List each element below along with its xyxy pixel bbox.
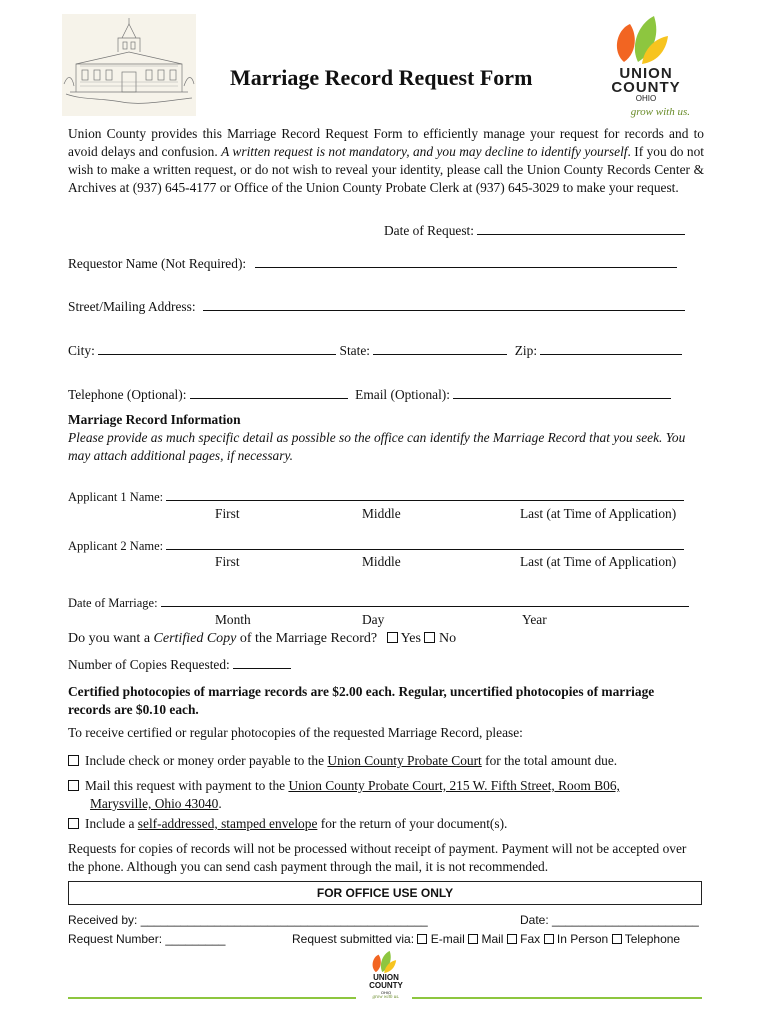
in-person-checkbox[interactable] [544,934,554,944]
marriage-info-instructions: Please provide as much specific detail as possible so the office can identify the Marriage Record that you seek. You may attach additional pages, if necessary. [68,430,686,463]
street-field[interactable] [203,298,685,311]
page-title: Marriage Record Request Form [230,65,533,90]
union-county-logo [598,14,694,124]
checklist-item-3: Include a self-addressed, stamped envelope for the return of your document(s). [68,815,507,833]
yes-checkbox[interactable] [387,632,398,643]
footer-logo-county: COUNTY [369,981,403,990]
applicant-1-field[interactable] [166,490,684,501]
date-of-request-field[interactable] [477,222,685,235]
logo-tagline: grow with us. [630,106,690,118]
checklist-checkbox-2[interactable] [68,780,79,791]
requestor-name-row: Requestor Name (Not Required): [68,255,677,273]
office-date-row: Date: ______________________ [520,913,699,927]
fax-checkbox[interactable] [507,934,517,944]
footer-line-right [412,997,702,999]
submitted-via-row: Request submitted via: E-mail Mail Fax In Person Telephone [292,932,681,946]
applicant-2-first: First [215,554,240,569]
telephone-field[interactable] [190,386,348,399]
courthouse-sketch [62,14,196,116]
footer-leaf-icon [362,950,410,974]
city-row: City: State: Zip: [68,342,682,360]
marriage-info-heading: Marriage Record Information [68,412,241,427]
applicant-1-last: Last (at Time of Application) [520,506,677,521]
applicant-1-middle: Middle [362,506,401,521]
applicant-1-first: First [215,506,240,521]
no-checkbox[interactable] [424,632,435,643]
date-of-marriage-row: Date of Marriage: [68,595,689,611]
copies-field[interactable] [233,656,291,669]
request-number-row: Request Number: _________ [68,932,226,946]
checklist-item-1: Include check or money order payable to the Union County Probate Court for the total amount due. [68,752,617,770]
email-checkbox[interactable] [417,934,427,944]
checklist-item-2-cont: Marysville, Ohio 43040. [90,796,222,811]
checklist-checkbox-3[interactable] [68,818,79,829]
date-of-marriage-field[interactable] [161,596,689,607]
date-of-request-row: Date of Request: [384,222,685,240]
requestor-name-field[interactable] [255,255,677,268]
zip-field[interactable] [540,342,682,355]
pricing-note: Certified photocopies of marriage records are $2.00 each. Regular, uncertified photocopies of marriage records are $0.10 each. [68,684,655,717]
intro-paragraph: Union County provides this Marriage Record Request Form to efficiently manage your request for records and to avoid delays and confusion. A written request is not mandatory, and you may decline to identify yourself. If you do not wish to make a written request, or do not wish to reveal your identity, please call the Union County Records Center & Archives at (937) 645-4177 or Office of the Union County Probate Clerk at (937) 645-3029 to make your request. [68,126,704,195]
contact-row: Telephone (Optional): Email (Optional): [68,386,671,404]
logo-union: UNION [619,65,673,82]
payment-note: Requests for copies of records will not be processed without receipt of payment. Payment will not be accepted over the phone. Although you can send cash payment through the mail, it is not recommended. [68,841,687,874]
applicant-2-last: Last (at Time of Application) [520,554,677,569]
telephone-checkbox[interactable] [612,934,622,944]
copies-row: Number of Copies Requested: [68,656,291,674]
logo-ohio: OHIO [635,94,657,103]
applicant-2-middle: Middle [362,554,401,569]
checklist-checkbox-1[interactable] [68,755,79,766]
applicant-1-row: Applicant 1 Name: [68,489,684,505]
checklist-item-2: Mail this request with payment to the Union County Probate Court, 215 W. Fifth Street, Room B06, [68,777,620,795]
marriage-year: Year [522,612,547,627]
footer-logo-tagline: grow with us. [372,995,400,1000]
footer-logo-ohio: OHIO [380,990,392,995]
street-row: Street/Mailing Address: [68,298,685,316]
email-field[interactable] [453,386,671,399]
leaf-icon [598,14,694,66]
mail-checkbox[interactable] [468,934,478,944]
state-field[interactable] [373,342,507,355]
footer-line-left [68,997,356,999]
applicant-2-row: Applicant 2 Name: [68,538,684,554]
applicant-2-field[interactable] [166,539,684,550]
received-by-row: Received by: ___________________________________________ [68,913,428,927]
receive-instructions: To receive certified or regular photocopies of the requested Marriage Record, please: [68,725,523,740]
footer-logo-union: UNION [373,973,399,982]
office-use-heading: FOR OFFICE USE ONLY [68,881,702,905]
marriage-month: Month [215,612,251,627]
footer-logo [362,950,410,1004]
certified-copy-row: Do you want a Certified Copy of the Marriage Record? Yes No [68,631,457,646]
city-field[interactable] [98,342,336,355]
marriage-day: Day [362,612,385,627]
logo-county: COUNTY [611,79,681,96]
